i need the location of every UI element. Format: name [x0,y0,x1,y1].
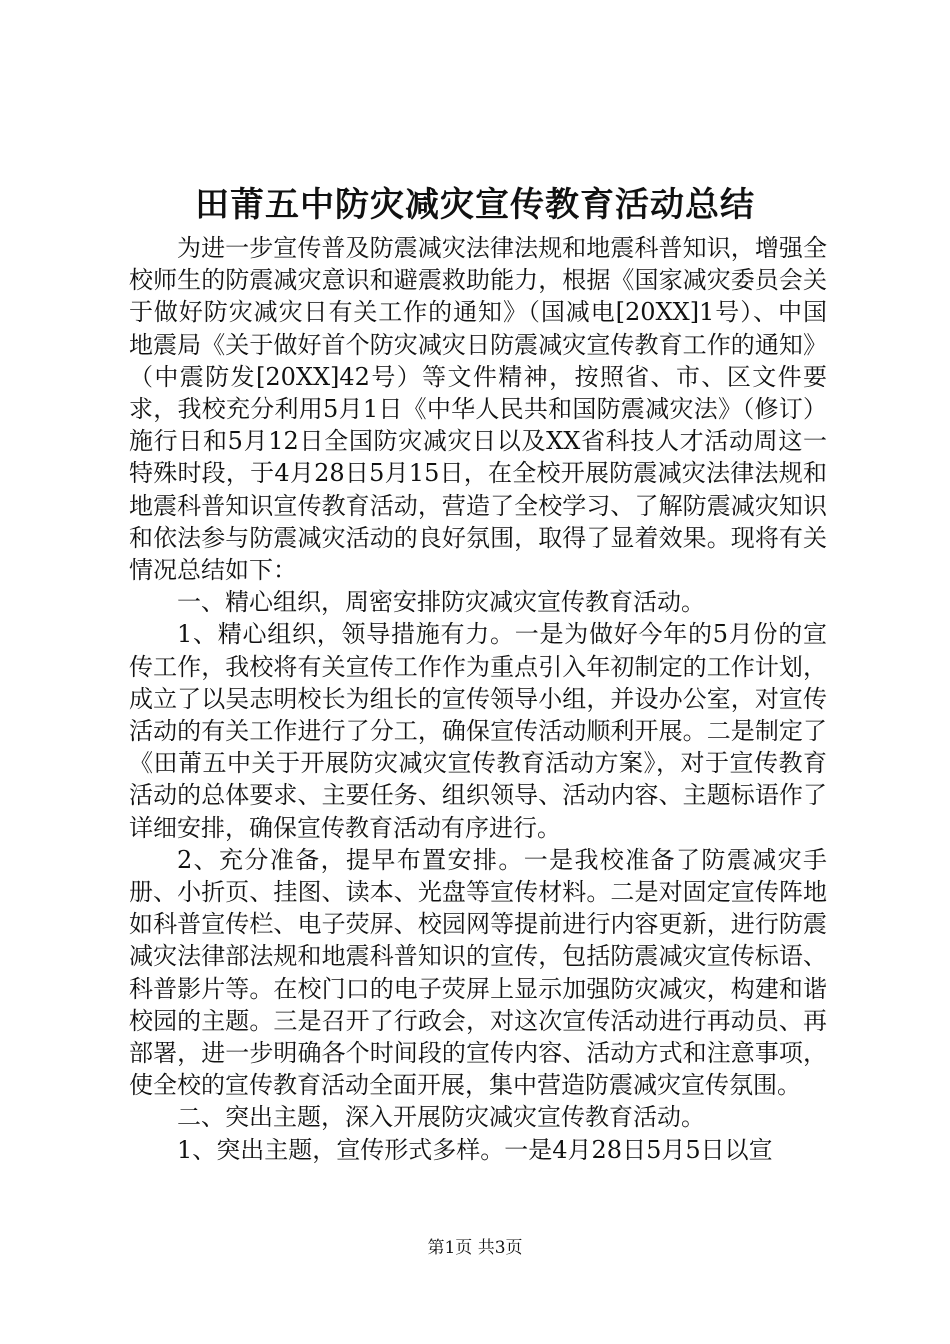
paragraph-section-1-item-2: 2、充分准备，提早布置安排。一是我校准备了防震减灾手册、小折页、挂图、读本、光盘等宣传材料。二是对固定宣传阵地如科普宣传栏、电子荧屏、校园网等提前进行内容更新，进行防震减灾法律部法规和地震科普知识的宣传，包括防震减灾宣传标语、科普影片等。在校门口的电子荧屏上显示加强防灾减灾，构建和谐校园的主题。三是召开了行政会，对这次宣传活动进行再动员、再部署，进一步明确各个时间段的宣传内容、活动方式和注意事项，使全校的宣传教育活动全面开展，集中营造防震减灾宣传氛围。 [129,845,827,1100]
paragraph-section-2-item-1: 1、突出主题，宣传形式多样。一是4月28日5月5日以宣 [177,1135,773,1164]
document-title: 田莆五中防灾减灾宣传教育活动总结 [195,185,755,225]
document-body [129,232,827,1166]
paragraph-section-1-item-1: 1、精心组织，领导措施有力。一是为做好今年的5月份的宣传工作，我校将有关宣传工作作为重点引入年初制定的工作计划，成立了以吴志明校长为组长的宣传领导小组，并设办公室，对宣传活动的有关工作进行了分工，确保宣传活动顺利开展。二是制定了《田莆五中关于开展防灾减灾宣传教育活动方案》，对于宣传教育活动的总体要求、主要任务、组织领导、活动内容、主题标语作了详细安排，确保宣传教育活动有序进行。 [129,620,827,842]
paragraph-intro: 为进一步宣传普及防震减灾法律法规和地震科普知识，增强全校师生的防震减灾意识和避震救助能力，根据《国家减灾委员会关于做好防灾减灾日有关工作的通知》（国减电[20XX]1号）、中国地震局《关于做好首个防灾减灾日防震减灾宣传教育工作的通知》（中震防发[20XX]42号）等文件精神，按照省、市、区文件要求，我校充分利用5月1日《中华人民共和国防震减灾法》（修订）施行日和5月12日全国防灾减灾日以及XX省科技人才活动周这一特殊时段，于4月28日5月15日，在全校开展防震减灾法律法规和地震科普知识宣传教育活动，营造了全校学习、了解防震减灾知识和依法参与防震减灾活动的良好氛围，取得了显着效果。现将有关情况总结如下： [129,234,827,585]
page-footer: 第1页 共3页 [427,1238,523,1258]
paragraph-section-1-heading: 一、精心组织，周密安排防灾减灾宣传教育活动。 [177,588,705,617]
paragraph-section-2-heading: 二、突出主题，深入开展防灾减灾宣传教育活动。 [177,1103,705,1132]
